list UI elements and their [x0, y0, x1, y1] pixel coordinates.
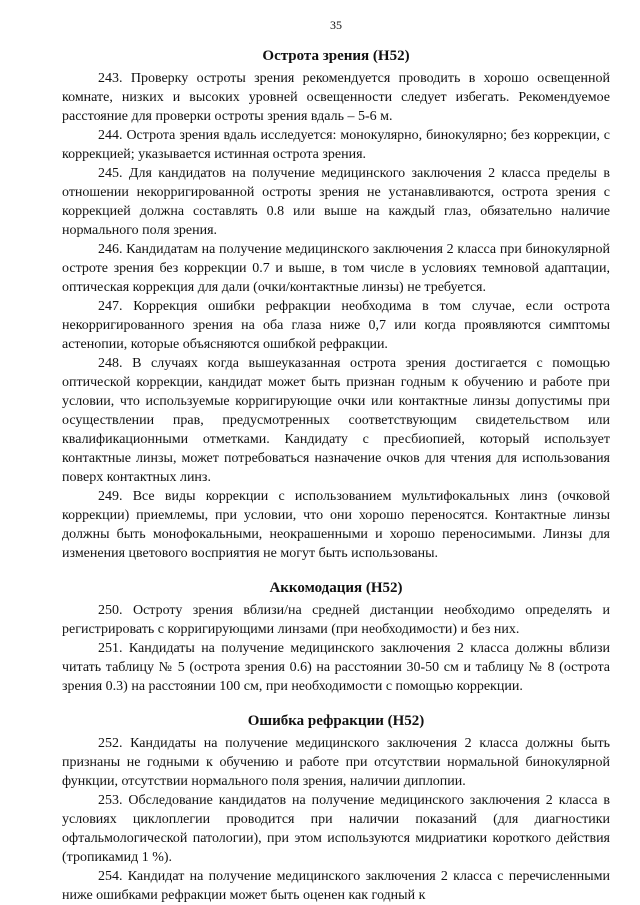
paragraph-250: 250. Остроту зрения вблизи/на средней дистанции необходимо определять и регистрировать с корригирующими линзами (при необходимости) и без них.: [62, 603, 610, 637]
section-title: Ошибка рефракции (Н52): [247, 713, 425, 729]
paragraph-247: 247. Коррекция ошибки рефракции необходима в том случае, если острота некорригированного зрения на оба глаза ниже 0,7 или когда проявляются симптомы астенопии, которые объясняются ошибкой рефракции.: [62, 299, 610, 352]
section-refraction-error: [62, 712, 610, 905]
section-visual-acuity: [62, 47, 610, 563]
paragraph-245: 245. Для кандидатов на получение медицинского заключения 2 класса пределы в отношении некорригированной остроты зрения не устанавливаются, острота зрения с коррекцией должна составлять 0.8 или выше на каждый глаз, обязательно наличие нормального поля зрения.: [62, 166, 610, 238]
paragraph-248: 248. В случаях когда вышеуказанная острота зрения достигается с помощью оптической коррекции, кандидат может быть признан годным к обучению и работе при условии, что используемые корригирующие очки или контактные линзы допустимы при осуществлении прав, предусмотренных соответствующим свидетельством или квалификационными отметками. Кандидату с пресбиопией, который использует контактные линзы, может потребоваться назначение очков для чтения для использования поверх контактных линз.: [62, 356, 610, 485]
paragraph-254: 254. Кандидат на получение медицинского заключения 2 класса с перечисленными ниже ошибками рефракции может быть оценен как годный к: [62, 869, 610, 903]
section-title: Острота зрения (Н52): [262, 48, 410, 64]
section-accommodation: [62, 579, 610, 696]
paragraph-244: 244. Острота зрения вдаль исследуется: монокулярно, бинокулярно; без коррекции, с коррекцией; указывается истинная острота зрения.: [62, 128, 610, 162]
paragraph-252: 252. Кандидаты на получение медицинского заключения 2 класса должны быть признаны не годными к обучению и работе при отсутствии нормальной бинокулярной функции, отсутствии нормального поля зрения, наличии диплопии.: [62, 736, 610, 789]
paragraph-246: 246. Кандидатам на получение медицинского заключения 2 класса при бинокулярной остроте зрения без коррекции 0.7 и выше, в том числе в условиях темновой адаптации, оптическая коррекция для дали (очки/контактные линзы) не требуется.: [62, 242, 610, 295]
paragraph-249: 249. Все виды коррекции с использованием мультифокальных линз (очковой коррекции) приемлемы, при условии, что они хорошо переносятся. Контактные линзы должны быть монофокальными, неокрашенными и хорошо переносимыми. Линзы для изменения цветового восприятия не могут быть использованы.: [62, 489, 610, 561]
page-number: 35: [330, 18, 342, 32]
paragraph-251: 251. Кандидаты на получение медицинского заключения 2 класса должны вблизи читать таблицу № 5 (острота зрения 0.6) на расстоянии 30-50 см и таблицу № 8 (острота зрения 0.3) на расстоянии 100 см, при необходимости с помощью коррекции.: [62, 641, 610, 694]
section-title: Аккомодация (Н52): [269, 580, 403, 596]
paragraph-243: 243. Проверку остроты зрения рекомендуется проводить в хорошо освещенной комнате, низких и высоких уровней освещенности следует избегать. Рекомендуемое расстояние для проверки остроты зрения вдаль – 5-6 м.: [62, 71, 610, 124]
paragraph-253: 253. Обследование кандидатов на получение медицинского заключения 2 класса в условиях циклоплегии проводится при наличии показаний (для диагностики офтальмологической патологии), при этом используются мидриатики короткого действия (тропикамид 1 %).: [62, 793, 610, 865]
